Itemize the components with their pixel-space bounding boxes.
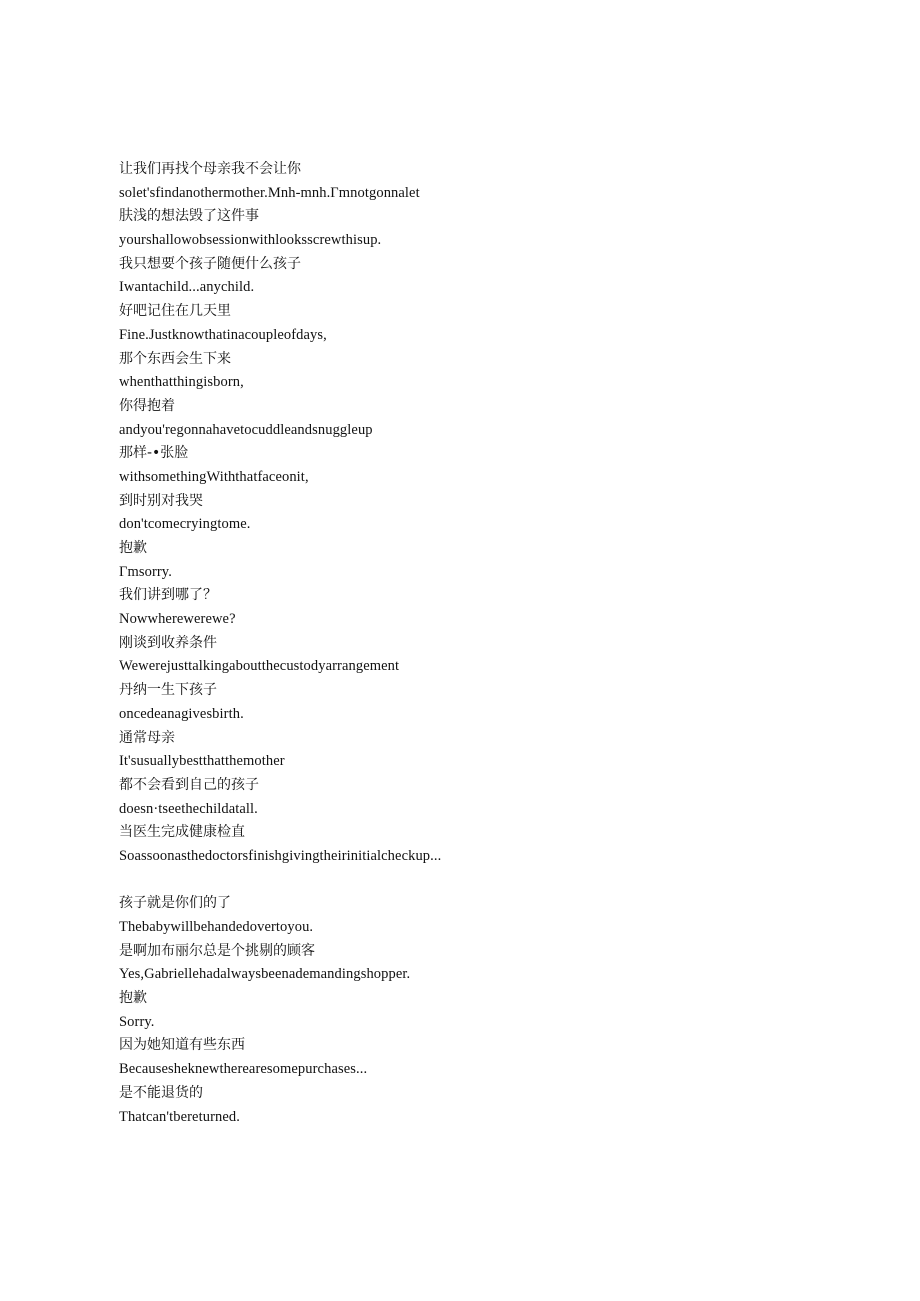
english-subtitle-line: solet'sfindanothermother.Mnh-mnh.Γmnotgonnalet (119, 184, 420, 201)
english-subtitle-line: Sorry. (119, 1013, 155, 1030)
english-subtitle-line: whenthatthingisborn, (119, 374, 244, 391)
chinese-subtitle-line: 那个东西会生下来 (119, 350, 231, 367)
chinese-subtitle-line: 我只想要个孩子随便什么孩子 (119, 255, 301, 272)
english-subtitle-line: yourshallowobsessionwithlooksscrewthisup. (119, 232, 382, 249)
chinese-subtitle-line: 抱歉 (119, 990, 147, 1007)
chinese-subtitle-line: 到时别对我哭 (119, 492, 203, 509)
chinese-subtitle-line: 通常母亲 (119, 729, 175, 746)
chinese-subtitle-line: 当医生完成健康检直 (119, 824, 245, 841)
chinese-subtitle-line: 刚谈到收养条件 (119, 634, 217, 651)
english-subtitle-line: Thatcan'tbereturned. (119, 1108, 240, 1125)
english-subtitle-line: Iwantachild...anychild. (119, 279, 255, 296)
chinese-subtitle-line: 都不会看到自己的孩子 (119, 776, 259, 793)
english-subtitle-line: Fine.Justknowthatinacoupleofdays, (119, 326, 327, 343)
chinese-subtitle-line: 是啊加布丽尔总是个挑剔的顾客 (119, 942, 315, 959)
english-subtitle-line: Nowwherewerewe? (119, 611, 236, 628)
english-subtitle-line: Γmsorry. (119, 563, 172, 580)
english-subtitle-line: withsomethingWiththatfaceonit, (119, 468, 309, 485)
chinese-subtitle-line: 你得抱着 (119, 397, 175, 414)
chinese-subtitle-line: 孩子就是你们的了 (119, 895, 231, 912)
blank-line (119, 869, 879, 893)
english-subtitle-line: don'tcomecryingtome. (119, 516, 251, 533)
english-subtitle-line: andyou'regonnahavetocuddleandsnuggleup (119, 421, 373, 438)
chinese-subtitle-line: 肤浅的想法毁了这件事 (119, 208, 259, 225)
subtitle-transcript (119, 158, 879, 1129)
english-subtitle-line: Yes,Gabriellehadalwaysbeenademandingshopper. (119, 966, 411, 983)
english-subtitle-line: doesn·tseethechildatall. (119, 800, 258, 817)
chinese-subtitle-line: 那样-•张脸 (119, 445, 189, 462)
english-subtitle-line: Wewerejusttalkingaboutthecustodyarrangement (119, 658, 400, 675)
chinese-subtitle-line: 丹纳一生下孩子 (119, 682, 217, 699)
chinese-subtitle-line: 因为她知道有些东西 (119, 1037, 245, 1054)
chinese-subtitle-line: 是不能退货的 (119, 1084, 203, 1101)
english-subtitle-line: oncedeanagivesbirth. (119, 705, 244, 722)
chinese-subtitle-line: 我们讲到哪了？ (119, 587, 217, 604)
english-subtitle-line: Becausesheknewtherearesomepurchases... (119, 1061, 368, 1078)
chinese-subtitle-line: 让我们再找个母亲我不会让你 (119, 161, 301, 177)
english-subtitle-line: It'susuallybestthatthemother (119, 753, 285, 770)
english-subtitle-line: Thebabywillbehandedovertoyou. (119, 919, 314, 935)
chinese-subtitle-line: 抱歉 (119, 540, 147, 556)
chinese-subtitle-line: 好吧记住在几天里 (119, 303, 231, 320)
english-subtitle-line: Soassoonasthedoctorsfinishgivingtheirinitialcheckup... (119, 847, 442, 864)
